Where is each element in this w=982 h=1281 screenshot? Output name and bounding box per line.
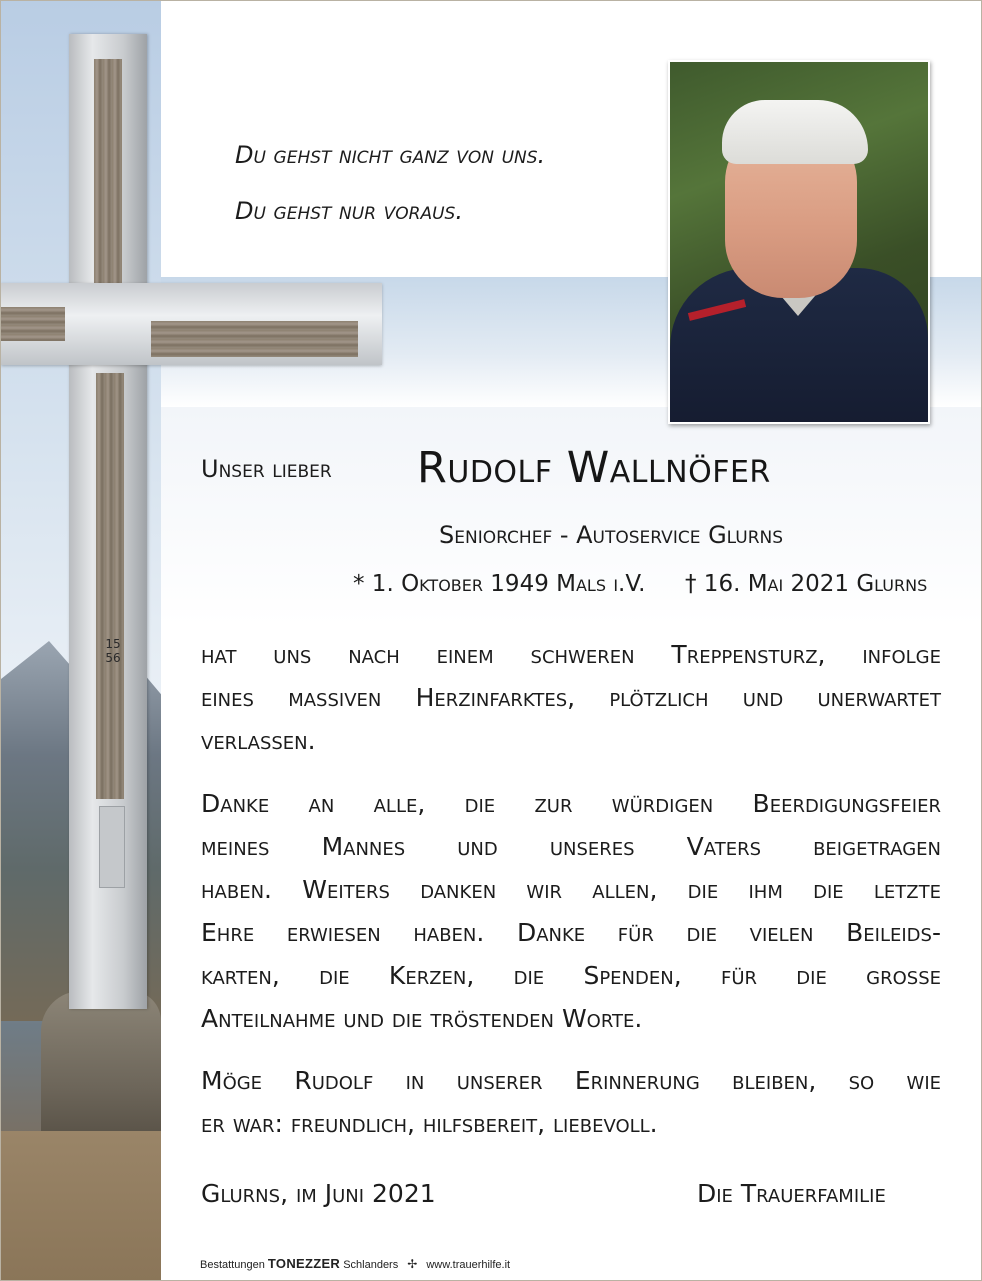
paragraph-line: Anteilnahme und die tröstenden Worte.: [201, 1004, 643, 1033]
paragraph-line: haben. Weiters danken wir allen, die ihm die letzte: [201, 875, 941, 904]
quote-line-1: Du gehst nicht ganz von uns.: [235, 141, 546, 169]
portrait-photo: [668, 60, 930, 424]
paragraph-remembrance: [201, 1059, 941, 1145]
paragraph-line: eines massiven Herzinfarktes, plötzlich und unerwartet: [201, 683, 941, 712]
cross-wood-inlay-right: [151, 321, 358, 357]
death-info: † 16. Mai 2021 Glurns: [685, 571, 928, 597]
footer-prefix: Bestattungen: [200, 1259, 265, 1271]
deceased-role: Seniorchef - Autoservice Glurns: [439, 521, 784, 549]
paragraph-thanks: [201, 782, 941, 1040]
quote-line-2: Du gehst nur voraus.: [235, 197, 463, 225]
cross-wood-inlay-bottom: [96, 373, 124, 799]
paragraph-line: Ehre erwiesen haben. Danke für die vielen Beileids-: [201, 918, 941, 947]
dove-icon: ✢: [407, 1257, 418, 1271]
footer-town: Schlanders: [343, 1259, 399, 1271]
footer-firm: TONEZZER: [267, 1256, 341, 1271]
cross-inscription-line1: 15: [105, 637, 121, 651]
name-prefix: Unser lieber: [201, 455, 332, 483]
paragraph-line: er war: freundlich, hilfsbereit, liebevoll.: [201, 1109, 658, 1138]
family-signature: Die Trauerfamilie: [697, 1179, 886, 1208]
paragraph-line: verlassen.: [201, 726, 316, 755]
funeral-home-footer: [200, 1256, 510, 1271]
cross-plaque: [99, 806, 125, 888]
footer-website[interactable]: www.trauerhilfe.it: [426, 1259, 511, 1271]
paragraph-line: karten, die Kerzen, die Spenden, für die grosse: [201, 961, 941, 990]
memorial-quote: [235, 127, 655, 239]
paragraph-line: Danke an alle, die zur würdigen Beerdigungsfeier: [201, 789, 941, 818]
birth-info: * 1. Oktober 1949 Mals i.V.: [353, 571, 646, 597]
cross-inscription-line2: 56: [105, 651, 121, 665]
deceased-name: Rudolf Wallnöfer: [417, 443, 771, 493]
ground-image: [1, 1131, 161, 1281]
cross-inscription: [103, 637, 123, 665]
paragraph-line: hat uns nach einem schweren Treppensturz, infolge: [201, 640, 941, 669]
paragraph-line: meines Mannes und unseres Vaters beigetragen: [201, 832, 941, 861]
place-date: Glurns, im Juni 2021: [201, 1179, 436, 1208]
paragraph-notice: [201, 633, 941, 762]
photo-hair: [722, 100, 868, 164]
cross-wood-inlay-top: [94, 59, 122, 289]
paragraph-line: Möge Rudolf in unserer Erinnerung bleiben, so wie: [201, 1066, 941, 1095]
rocks-image: [41, 991, 161, 1151]
cross-wood-inlay-left: [1, 307, 65, 341]
